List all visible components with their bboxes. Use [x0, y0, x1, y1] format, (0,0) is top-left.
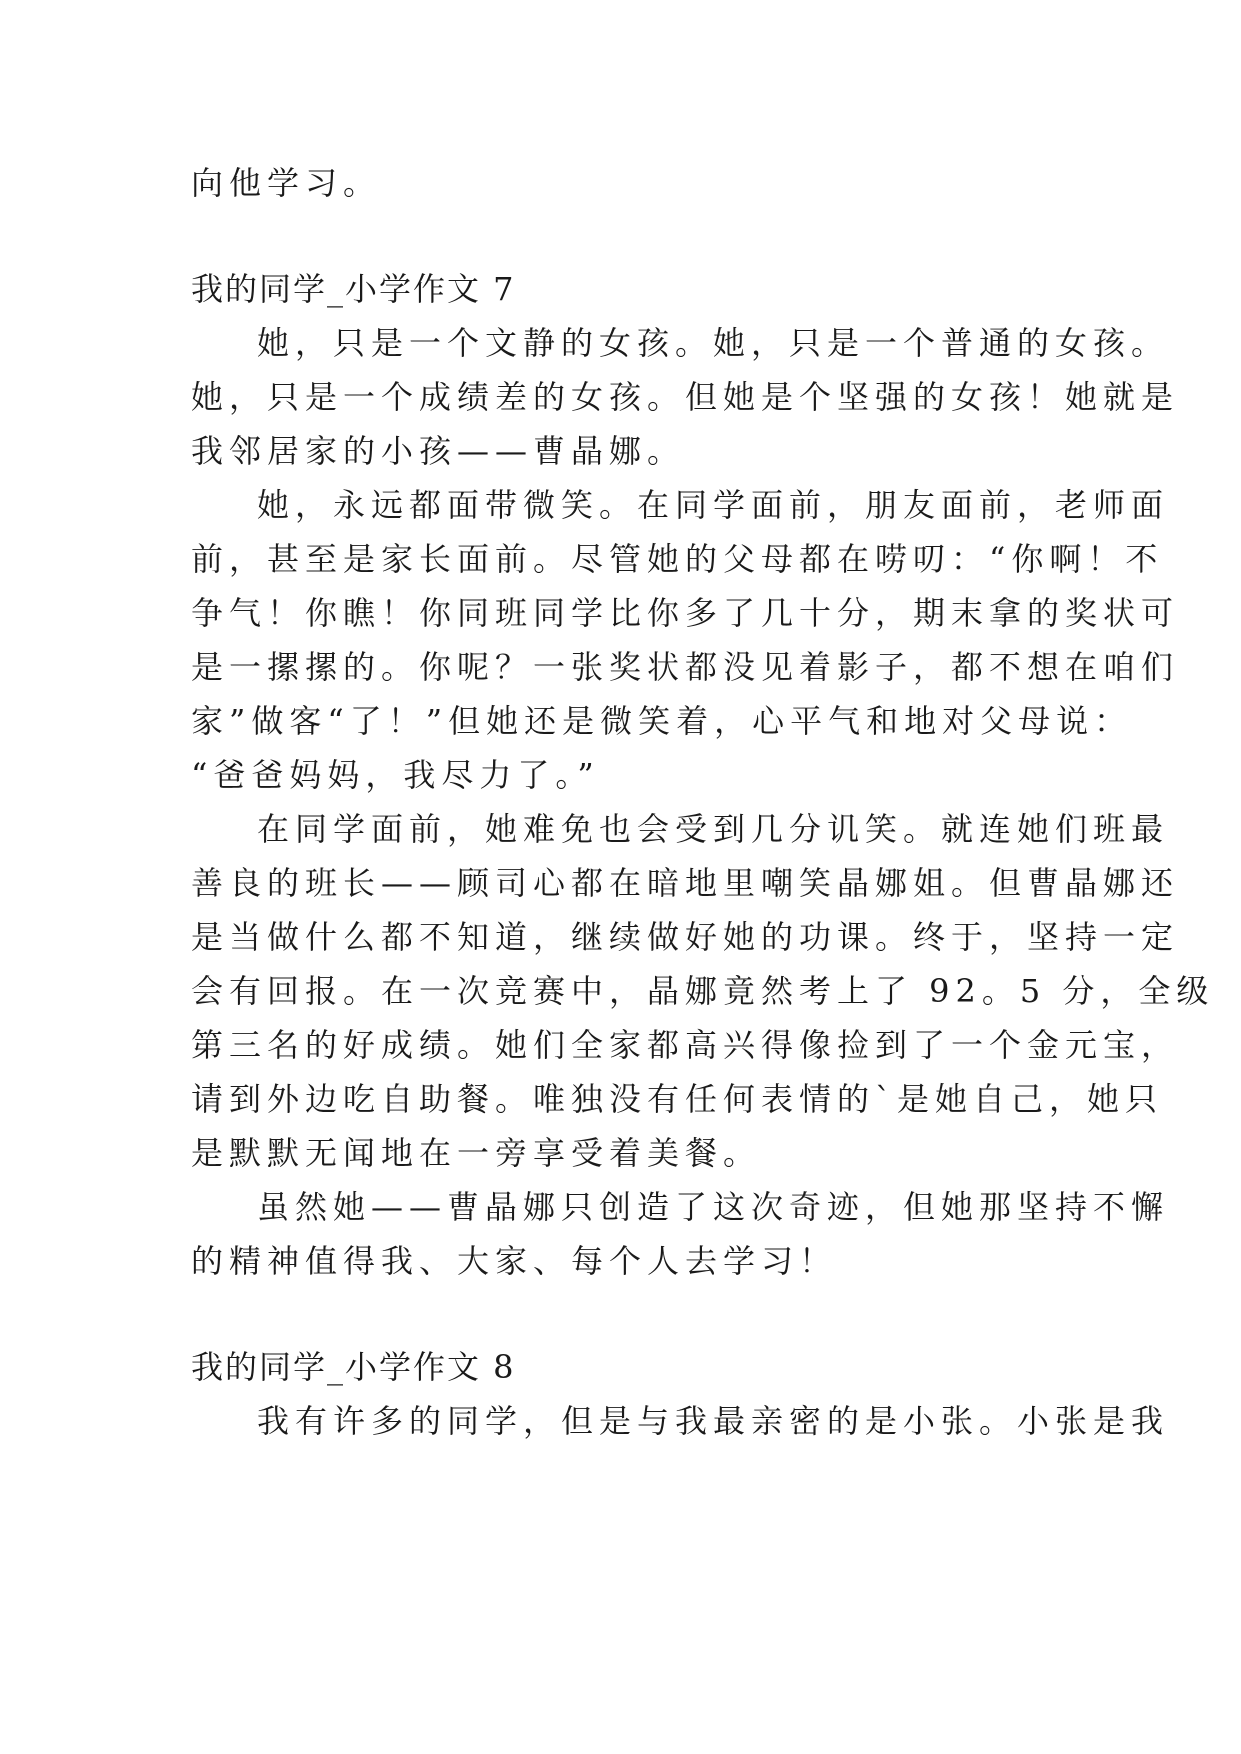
text-line: 是默默无闻地在一旁享受着美餐。	[191, 1134, 762, 1172]
text-line: 她，只是一个成绩差的女孩。但她是个坚强的女孩！她就是	[191, 378, 1180, 416]
text-line: 善良的班长——顾司心都在暗地里嘲笑晶娜姐。但曹晶娜还	[191, 864, 1180, 902]
paragraph-gap	[191, 210, 1051, 262]
text-line: 在同学面前，她难免也会受到几分讥笑。就连她们班最	[257, 810, 1170, 848]
text-line: 是一摞摞的。你呢？一张奖状都没见着影子，都不想在咱们	[191, 648, 1180, 686]
text-line: 家”做客“了！”但她还是微笑着，心平气和地对父母说：	[191, 702, 1133, 740]
text-line: 我邻居家的小孩——曹晶娜。	[191, 432, 686, 470]
paragraph-gap	[191, 1288, 1051, 1340]
text-line: 第三名的好成绩。她们全家都高兴得像捡到了一个金元宝，	[191, 1026, 1180, 1064]
text-line: 请到外边吃自助餐。唯独没有任何表情的`是她自己，她只	[191, 1080, 1164, 1118]
section-heading: 我的同学_小学作文 7	[191, 270, 516, 308]
text-line: 虽然她——曹晶娜只创造了这次奇迹，但她那坚持不懈	[257, 1188, 1170, 1226]
text-line: “爸爸妈妈，我尽力了。”	[191, 756, 600, 794]
text-line: 她，只是一个文静的女孩。她，只是一个普通的女孩。	[257, 324, 1170, 362]
text-line: 是当做什么都不知道，继续做好她的功课。终于，坚持一定	[191, 918, 1180, 956]
text-line: 向他学习。	[191, 164, 382, 202]
text-line: 她，永远都面带微笑。在同学面前，朋友面前，老师面	[257, 486, 1170, 524]
text-line: 的精神值得我、大家、每个人去学习！	[191, 1242, 838, 1280]
text-line: 我有许多的同学，但是与我最亲密的是小张。小张是我	[257, 1402, 1170, 1440]
section-heading: 我的同学_小学作文 8	[191, 1348, 516, 1386]
text-line: 争气！你瞧！你同班同学比你多了几十分，期末拿的奖状可	[191, 594, 1180, 632]
text-line: 前，甚至是家长面前。尽管她的父母都在唠叨：“你啊！不	[191, 540, 1164, 578]
text-line: 会有回报。在一次竞赛中，晶娜竟然考上了 92。5 分，全级	[191, 972, 1215, 1010]
document-content	[191, 156, 1215, 1448]
